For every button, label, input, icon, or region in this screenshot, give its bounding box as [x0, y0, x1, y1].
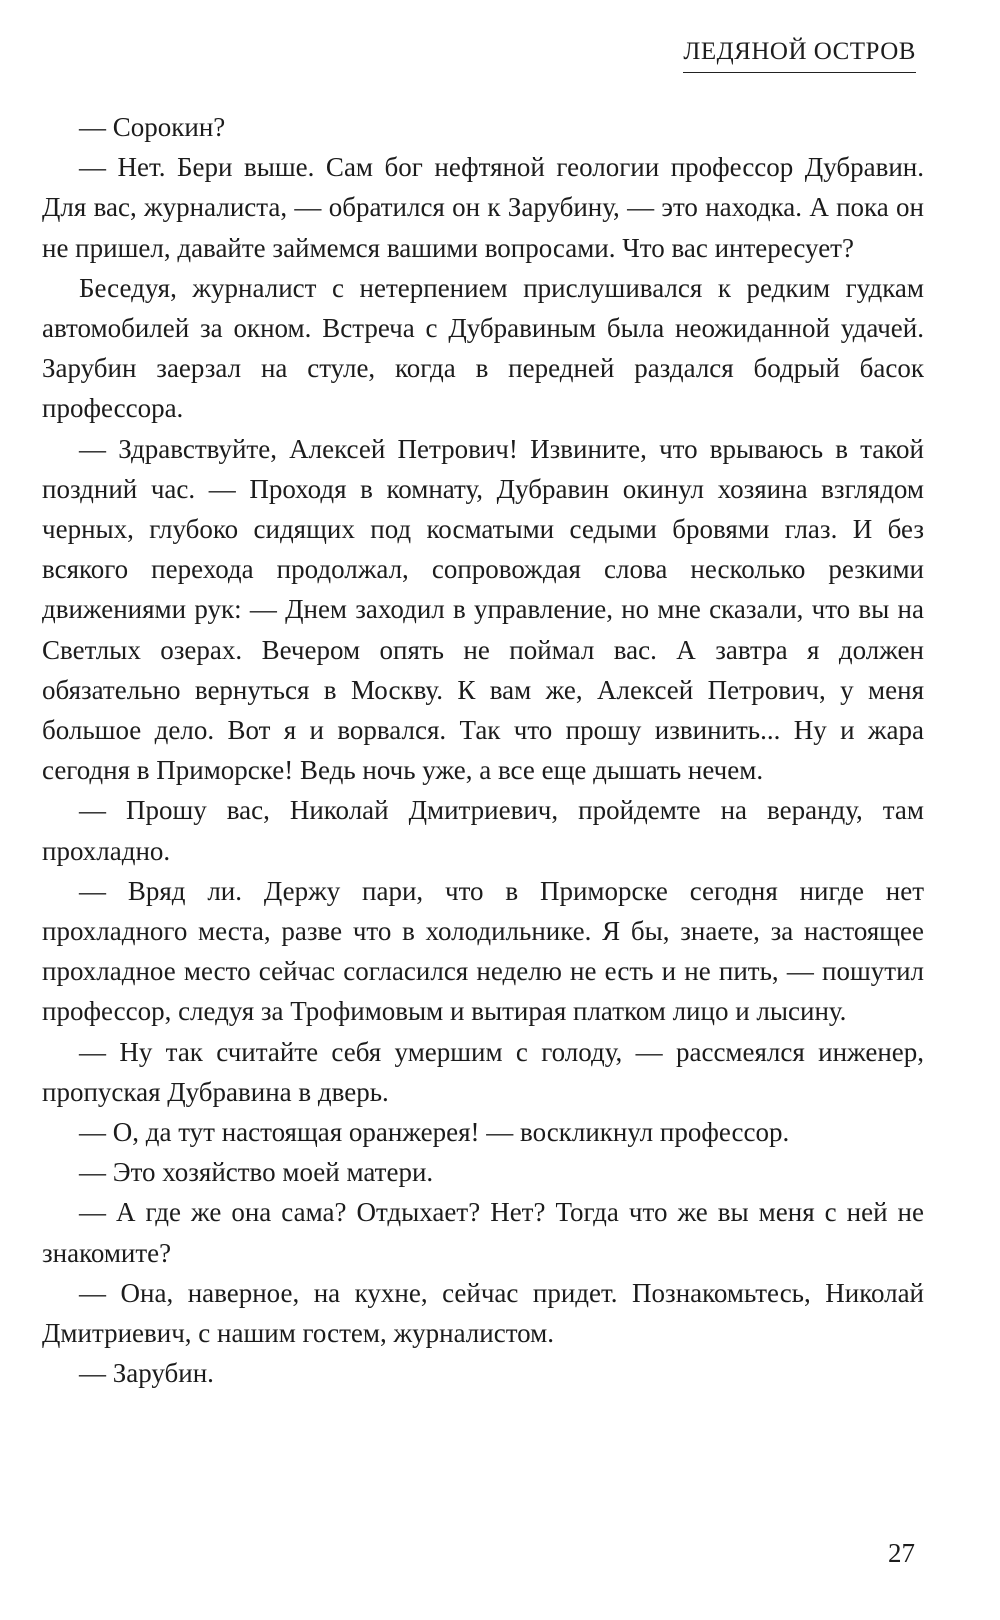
paragraph: — Сорокин? — [79, 112, 226, 142]
running-head-title: ЛЕДЯНОЙ ОСТРОВ — [683, 38, 916, 73]
paragraph: Беседуя, журналист с нетерпением прислушивался к редким гудкам автомобилей за окном. Встреча с Дубравиным была неожиданной удачей. Зарубин заерзал на стуле, когда в передней раздался бодрый басок профессора. — [42, 272, 924, 424]
paragraph: — Это хозяйство моей матери. — [79, 1157, 434, 1188]
paragraph: — Ну так считайте себя умершим с голоду, — рассмеялся инженер, пропуская Дубравина в дверь. — [42, 1036, 924, 1107]
paragraph: — Она, наверное, на кухне, сейчас придет. Познакомьтесь, Николай Дмитриевич, с нашим гостем, журналистом. — [42, 1277, 924, 1349]
paragraph: — Зарубин. — [79, 1358, 214, 1389]
body-text — [42, 107, 924, 1394]
paragraph: — А где же она сама? Отдыхает? Нет? Тогда что же вы меня с ней не знакомите? — [42, 1197, 924, 1268]
paragraph: — Вряд ли. Держу пари, что в Приморске сегодня нигде нет прохладного места, разве что в холодильнике. Я бы, знаете, за настоящее прохладное место сейчас согласился неделю не есть и не пить, — пошутил профессор, следуя за Трофимовым и вытирая платком лицо и лысину. — [42, 875, 924, 1027]
paragraph: — О, да тут настоящая оранжерея! — воскликнул профессор. — [79, 1117, 790, 1148]
paragraph: — Прошу вас, Николай Дмитриевич, пройдемте на веранду, там прохладно. — [42, 795, 924, 866]
paragraph: — Здравствуйте, Алексей Петрович! Извините, что врываюсь в такой поздний час. — Проходя в комнату, Дубравин окинул хозяина взглядом черных, глубоко сидящих под косматыми седыми бровями глаз. И без всякого перехода продолжал, сопровождая слова несколько резкими движениями рук: — Днем заходил в управление, но мне сказали, что вы на Светлых озерах. Вечером опять не поймал вас. А завтра я должен обязательно вернуться в Москву. К вам же, Алексей Петрович, у меня большое дело. Вот я и ворвался. Так что прошу извинить... Ну и жара сегодня в Приморске! Ведь ночь уже, а все еще дышать нечем. — [42, 433, 924, 786]
paragraph: — Нет. Бери выше. Сам бог нефтяной геологии профессор Дубравин. Для вас, журналиста, — обратился он к Зарубину, — это находка. А пока он не пришел, давайте займемся вашими вопросами. Что вас интересует? — [42, 152, 924, 263]
page-number: 27 — [888, 1538, 915, 1568]
